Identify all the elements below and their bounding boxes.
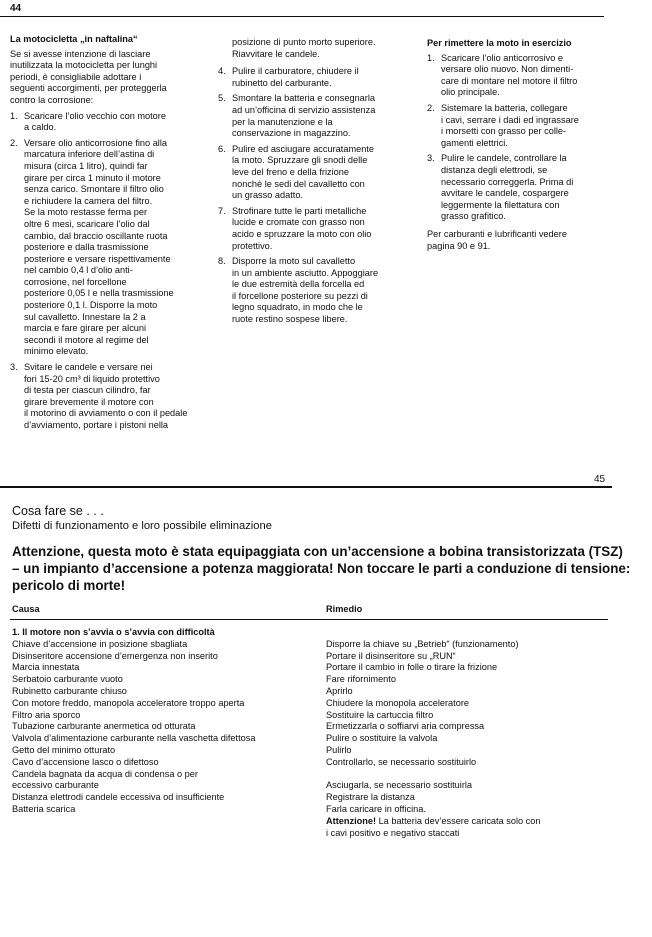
- cause-row: Chiave d’accensione in posizione sbagliata: [12, 638, 188, 649]
- steps-list-b: [218, 66, 418, 325]
- cause-row: Rubinetto carburante chiuso: [12, 685, 127, 696]
- cause-row: Batteria scarica: [12, 803, 76, 814]
- list-item: 3. Pulire le candele, controllare la distanza degli elettrodi, se necessario correggerla. Prima di avvitare le candele, cospargere leggermente la filettatura con grasso grafitico.: [427, 153, 574, 222]
- heading-naphthalene: La motocicletta „in naftalina“: [10, 34, 138, 44]
- remedy-row: Farla caricare in officina.: [326, 803, 426, 814]
- section-rule: [0, 486, 612, 488]
- remedy-row: Pulirlo: [326, 744, 352, 755]
- attention-label: Attenzione!: [326, 815, 377, 826]
- fuel-note: Per carburanti e lubrificanti vedere pagina 90 e 91.: [427, 228, 567, 251]
- list-item: 2. Sistemare la batteria, collegare i cavi, serrare i dadi ed ingrassare i morsetti con grasso per colle- gamenti elettrici.: [427, 102, 579, 148]
- column-header-cause: Causa: [12, 604, 40, 614]
- causes-column: [12, 627, 322, 816]
- cause-row: Disinseritore accensione d’emergenza non inserito: [12, 650, 218, 661]
- cause-row: Tubazione carburante anermetica od otturata: [12, 721, 196, 732]
- cause-row: Distanza elettrodi candele eccessiva od insufficiente: [12, 792, 225, 803]
- page-number-left: 44: [10, 3, 22, 14]
- list-item: 1. Scaricare l’olio vecchio con motore a caldo.: [10, 110, 166, 133]
- column-storage-cont: [218, 37, 418, 330]
- remedy-row: Sostituire la cartuccia filtro: [326, 709, 434, 720]
- list-item: 5. Smontare la batteria e consegnarla ad un’officina di servizio assistenza per la manutenzione e la conservazione in magazzino.: [218, 93, 376, 139]
- cause-row: Cavo d’accensione lasco o difettoso: [12, 756, 159, 767]
- continued-text: posizione di punto morto superiore. Riavvitare le candele.: [232, 37, 376, 59]
- table-rule: [10, 619, 608, 620]
- remedy-row: Disporre la chiave su „Betrieb“ (funzionamento): [326, 638, 519, 649]
- remedy-row: Registrare la distanza: [326, 792, 415, 803]
- intro-text: Se si avesse intenzione di lasciare inutilizzata la motocicletta per lunghi periodi, è consigliabile adottare i seguenti accorgimenti, per proteggerla contro la corrosione:: [10, 48, 167, 105]
- list-item: 6. Pulire ed asciugare accuratamente la moto. Spruzzare gli snodi delle leve del freno e della frizione nonchè le sedi del cavalletto con un grasso adatto.: [218, 143, 374, 201]
- remedy-row: Controllarlo, se necessario sostituirlo: [326, 756, 477, 767]
- cause-row: Filtro aria sporco: [12, 709, 81, 720]
- remedy-row: Ermetizzarla o soffiarvi aria compressa: [326, 721, 485, 732]
- list-item: 2. Versare olio anticorrosione fino alla marcatura inferiore dell’astina di misura (circa 1 litro), quindi far girare per circa 1 minuto il motore senza carico. Smontare il filtro olio e richiudere la camera del filtro. Se la moto restasse ferma per oltre 6 mesi, scaricare l’olio dal cambio, dal braccio oscillante ruota posteriore e dalla trasmissione posteriore e versare rispettivamente nel cambio 0,4 l d’olio anti- corrosione, nel forcellone posteriore 0,05 l e nella trasmissione posteriore 0,1 l. Disporre la moto sul cavalletto. Innestare la 2 a marcia e fare girare per alcuni secondi il motore al regime del minimo elevato.: [10, 137, 174, 357]
- cause-row: Serbatoio carburante vuoto: [12, 674, 123, 685]
- steps-list-c: [427, 53, 627, 223]
- remedy-row: Attenzione! La batteria dev’essere caricata solo con: [326, 815, 541, 826]
- top-rule: [0, 16, 604, 17]
- column-recommission: [427, 38, 627, 256]
- steps-list-a: [10, 111, 210, 432]
- remedy-row: i cavi positivo e negativo staccati: [326, 827, 460, 838]
- cause-row: eccessivo carburante: [12, 780, 99, 791]
- list-item: 3. Svitare le candele e versare nei fori 15-20 cm³ di liquido protettivo di testa per ciascun cilindro, far girare brevemente il motore con il motorino di avviamento o con il pedale d’avviamento, portare i pistoni nella: [10, 362, 188, 430]
- list-item: 7. Strofinare tutte le parti metalliche lucide e cromate con grasso non acido e spruzzare la moto con olio protettivo.: [218, 205, 372, 251]
- list-item: 8. Disporre la moto sul cavalletto in un ambiente asciutto. Appoggiare le due estremità della forcella ed il forcellone posteriore su pezzi di legno squadrato, in modo che le ruote restino sospese libere.: [218, 256, 379, 325]
- page-number-right: 45: [594, 474, 606, 485]
- danger-warning: Attenzione, questa moto è stata equipaggiata con un’accensione a bobina transistorizzata (TSZ) – un impianto d’accensione a potenza maggiorata! Non toccare le parti a conduzione di tensione: pericolo di morte!: [12, 544, 631, 593]
- cause-row: Candela bagnata da acqua di condensa o per: [12, 768, 198, 779]
- cause-row: Valvola d’alimentazione carburante nella vaschetta difettosa: [12, 733, 256, 744]
- section-title: Cosa fare se . . .: [12, 504, 104, 518]
- section-subtitle: Difetti di funzionamento e loro possibile eliminazione: [12, 520, 272, 532]
- remedy-row: Fare rifornimento: [326, 674, 396, 685]
- remedy-row: Pulire o sostituire la valvola: [326, 733, 438, 744]
- cause-row: Getto del minimo otturato: [12, 744, 116, 755]
- remedy-row: Chiudere la monopola acceleratore: [326, 697, 470, 708]
- cause-row: Marcia innestata: [12, 662, 80, 673]
- remedy-row: Aprirlo: [326, 685, 353, 696]
- remedies-column: [326, 627, 626, 839]
- list-item: 1. Scaricare l’olio anticorrosivo e versare olio nuovo. Non dimenti- care di montare nel motore il filtro olio principale.: [427, 52, 578, 98]
- column-header-remedy: Rimedio: [326, 604, 363, 614]
- remedy-row: Asciugarla, se necessario sostituirla: [326, 780, 473, 791]
- group-title: 1. Il motore non s’avvia o s’avvia con difficoltà: [12, 627, 215, 637]
- remedy-row: Portare il disinseritore su „RUN“: [326, 650, 456, 661]
- remedy-row: Portare il cambio in folle o tirare la frizione: [326, 662, 498, 673]
- list-item: 4. Pulire il carburatore, chiudere il rubinetto del carburante.: [218, 66, 359, 88]
- heading-recommission: Per rimettere la moto in esercizio: [427, 38, 572, 48]
- cause-row: Con motore freddo, manopola acceleratore troppo aperta: [12, 697, 245, 708]
- column-naphthalene: [10, 34, 210, 436]
- remedy-row: [326, 769, 626, 781]
